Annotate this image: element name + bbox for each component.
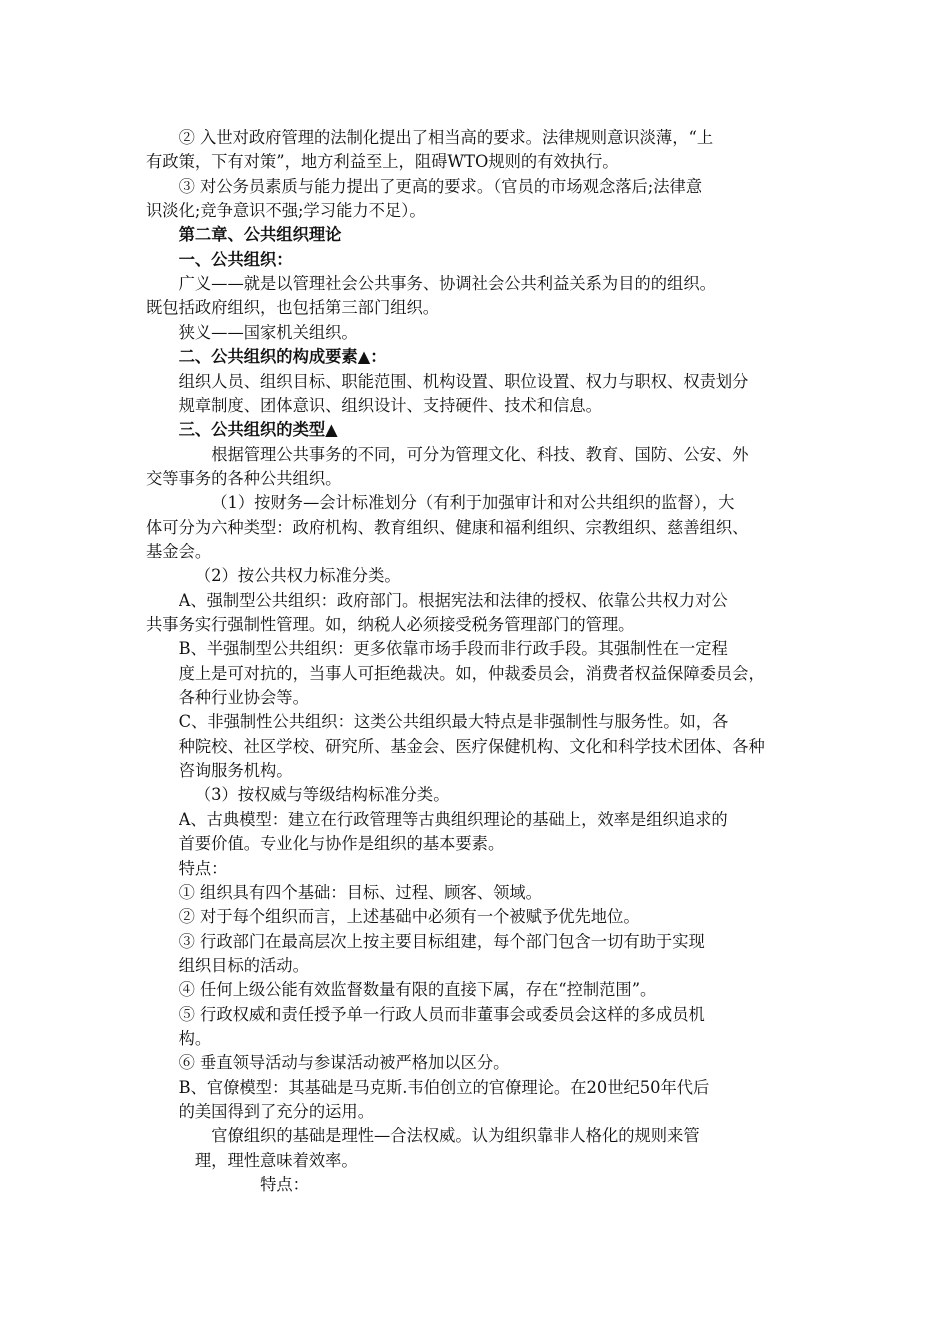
text-line: 狭义——国家机关组织。 [178, 322, 358, 342]
text-line: ① 组织具有四个基础：目标、过程、顾客、领域。 [178, 882, 542, 902]
text-line: 理，理性意味着效率。 [194, 1150, 358, 1170]
section-heading: 二、公共组织的构成要素▲： [178, 347, 387, 367]
text-line: 既包括政府组织，也包括第三部门组织。 [146, 298, 440, 318]
text-line: B、半强制型公共组织：更多依靠市场手段而非行政手段。其强制性在一定程 [178, 639, 728, 659]
text-line: 特点： [178, 858, 228, 878]
text-line: （2）按公共权力标准分类。 [194, 566, 401, 586]
text-line: 咨询服务机构。 [178, 761, 293, 781]
text-line: （3）按权威与等级结构标准分类。 [194, 785, 450, 805]
section-heading: 一、公共组织： [178, 249, 293, 269]
text-line: 组织目标的活动。 [178, 955, 309, 975]
text-line: （1）按财务—会计标准划分（有利于加强审计和对公共组织的监督），大 [211, 493, 735, 513]
text-line: C、非强制性公共组织：这类公共组织最大特点是非强制性与服务性。如，各 [178, 712, 729, 732]
text-line: 官僚组织的基础是理性—合法权威。认为组织靠非人格化的规则来管 [211, 1126, 700, 1146]
text-line: ② 入世对政府管理的法制化提出了相当高的要求。法律规则意识淡薄，“上 [178, 128, 714, 147]
text-line: ③ 对公务员素质与能力提出了更高的要求。（官员的市场观念落后;法律意 [178, 176, 703, 196]
text-line: 根据管理公共事务的不同，可分为管理文化、科技、教育、国防、公安、外 [211, 444, 749, 464]
text-line: 种院校、社区学校、研究所、基金会、医疗保健机构、文化和科学技术团体、各种 [178, 736, 765, 756]
text-line: 广义——就是以管理社会公共事务、协调社会公共利益关系为目的的组织。 [178, 274, 716, 294]
text-line: 共事务实行强制性管理。如，纳税人必须接受税务管理部门的管理。 [146, 615, 635, 634]
text-line: 特点： [260, 1175, 309, 1195]
text-line: A、强制型公共组织：政府部门。根据宪法和法律的授权、依靠公共权力对公 [178, 590, 728, 610]
text-line: 度上是可对抗的，当事人可拒绝裁决。如，仲裁委员会，消费者权益保障委员会， [178, 663, 765, 683]
text-line: 识淡化;竞争意识不强;学习能力不足）。 [146, 201, 426, 221]
section-heading: 第二章、公共组织理论 [178, 225, 342, 245]
text-line: B、官僚模型：其基础是马克斯.韦伯创立的官僚理论。在20世纪50年代后 [178, 1077, 710, 1097]
section-heading: 三、公共组织的类型▲ [178, 420, 338, 440]
text-line: ④ 任何上级公能有效监督数量有限的直接下属，存在“控制范围”。 [178, 980, 657, 1000]
text-line: 有政策，下有对策”，地方利益至上，阻碍WTO规则的有效执行。 [146, 152, 619, 172]
text-line: 规章制度、团体意识、组织设计、支持硬件、技术和信息。 [178, 395, 602, 415]
text-line: A、古典模型：建立在行政管理等古典组织理论的基础上，效率是组织追求的 [178, 809, 728, 829]
text-line: ⑥ 垂直领导活动与参谋活动被严格加以区分。 [178, 1053, 510, 1073]
text-line: 构。 [178, 1028, 212, 1048]
text-line: 的美国得到了充分的运用。 [178, 1102, 374, 1121]
text-line: ② 对于每个组织而言，上述基础中必须有一个被赋予优先地位。 [178, 907, 640, 927]
text-line: ⑤ 行政权威和责任授予单一行政人员而非董事会或委员会这样的多成员机 [178, 1004, 705, 1024]
text-line: 交等事务的各种公共组织。 [146, 468, 342, 488]
text-line: 首要价值。专业化与协作是组织的基本要素。 [178, 834, 505, 854]
text-line: 基金会。 [146, 541, 212, 561]
text-line: 各种行业协会等。 [178, 688, 309, 708]
text-line: 组织人员、组织目标、职能范围、机构设置、职位设置、权力与职权、权责划分 [178, 371, 749, 391]
text-line: ③ 行政部门在最高层次上按主要目标组建，每个部门包含一切有助于实现 [178, 931, 705, 951]
text-line: 体可分为六种类型：政府机构、教育组织、健康和福利组织、宗教组织、慈善组织、 [146, 517, 749, 537]
